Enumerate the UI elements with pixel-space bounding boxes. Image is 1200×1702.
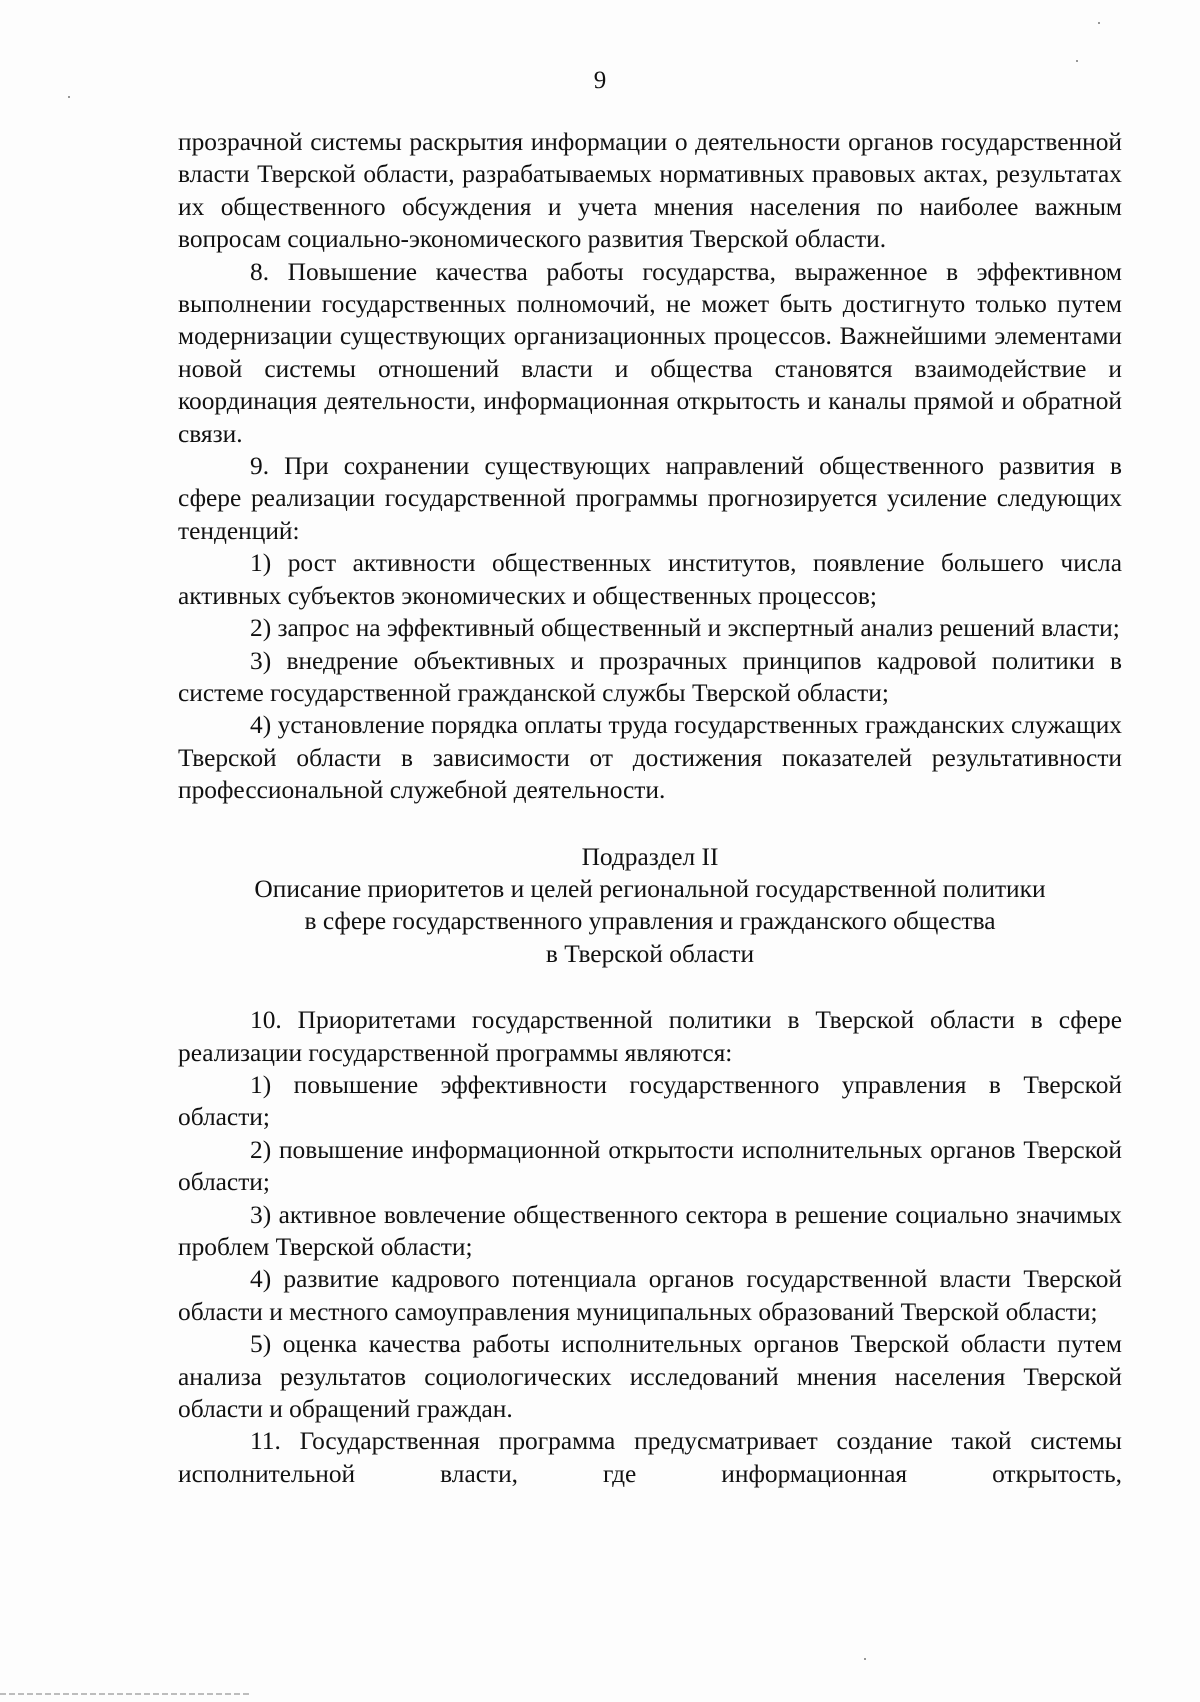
section-heading (178, 841, 1122, 971)
section-heading-title-line2: в сфере государственного управления и гражданского общества (304, 907, 996, 936)
document-body (178, 126, 1122, 1490)
paragraph: 2) повышение информационной открытости исполнительных органов Тверской области; (178, 1135, 1122, 1197)
top-paragraphs (178, 126, 1122, 807)
paragraph: 1) повышение эффективности государственного управления в Тверской области; (178, 1070, 1122, 1132)
paragraph: 11. Государственная программа предусматривает создание такой системы исполнительной власти, где информационная открытость, (178, 1427, 1122, 1488)
scan-edge-artifact (0, 1693, 250, 1695)
page-number: 9 (593, 67, 607, 94)
scan-speck (68, 96, 70, 98)
paragraph: 10. Приоритетами государственной политики в Тверской области в сфере реализации государственной программы являются: (178, 1006, 1122, 1067)
paragraph: 2) запрос на эффективный общественный и экспертный анализ решений власти; (250, 614, 1120, 643)
paragraph: 1) рост активности общественных институтов, появление большего числа активных субъектов экономических и общественных процессов; (178, 549, 1122, 610)
paragraph: 4) развитие кадрового потенциала органов государственной власти Тверской области и местного самоуправления муниципальных образований Тверской области; (178, 1265, 1122, 1326)
paragraph: 8. Повышение качества работы государства, выраженное в эффективном выполнении государственных полномочий, не может быть достигнуто только путем модернизации существующих организационных процессов. Важнейшими элементами новой системы отношений власти и общества становятся взаимодействие и координация деятельности, информационная открытость и каналы прямой и обратной связи. (178, 257, 1122, 448)
bottom-paragraphs (178, 1004, 1122, 1490)
paragraph: 3) внедрение объективных и прозрачных принципов кадровой политики в системе государственной гражданской службы Тверской области; (178, 646, 1122, 707)
section-heading-subsection: Подраздел II (581, 842, 719, 871)
scan-speck (1098, 22, 1100, 24)
paragraph: прозрачной системы раскрытия информации о деятельности органов государственной власти Тверской области, разрабатываемых нормативных правовых актах, результатах их общественного обсуждения и учета мнения населения по наиболее важным вопросам социально-экономического развития Тверской области. (178, 128, 1122, 254)
scan-speck (864, 1658, 866, 1660)
scan-speck (1076, 60, 1078, 62)
paragraph: 5) оценка качества работы исполнительных органов Тверской области путем анализа результатов социологических исследований мнения населения Тверской области и обращений граждан. (178, 1330, 1122, 1424)
section-heading-title-line1: Описание приоритетов и целей региональной государственной политики (254, 874, 1046, 903)
paragraph: 3) активное вовлечение общественного сектора в решение социально значимых проблем Тверской области; (178, 1200, 1122, 1261)
paragraph: 9. При сохранении существующих направлений общественного развития в сфере реализации государственной программы прогнозируется усиление следующих тенденций: (178, 452, 1122, 545)
paragraph: 4) установление порядка оплаты труда государственных гражданских служащих Тверской области в зависимости от достижения показателей результативности профессиональной служебной деятельности. (178, 711, 1122, 805)
section-heading-title-line3: в Тверской области (545, 939, 755, 968)
